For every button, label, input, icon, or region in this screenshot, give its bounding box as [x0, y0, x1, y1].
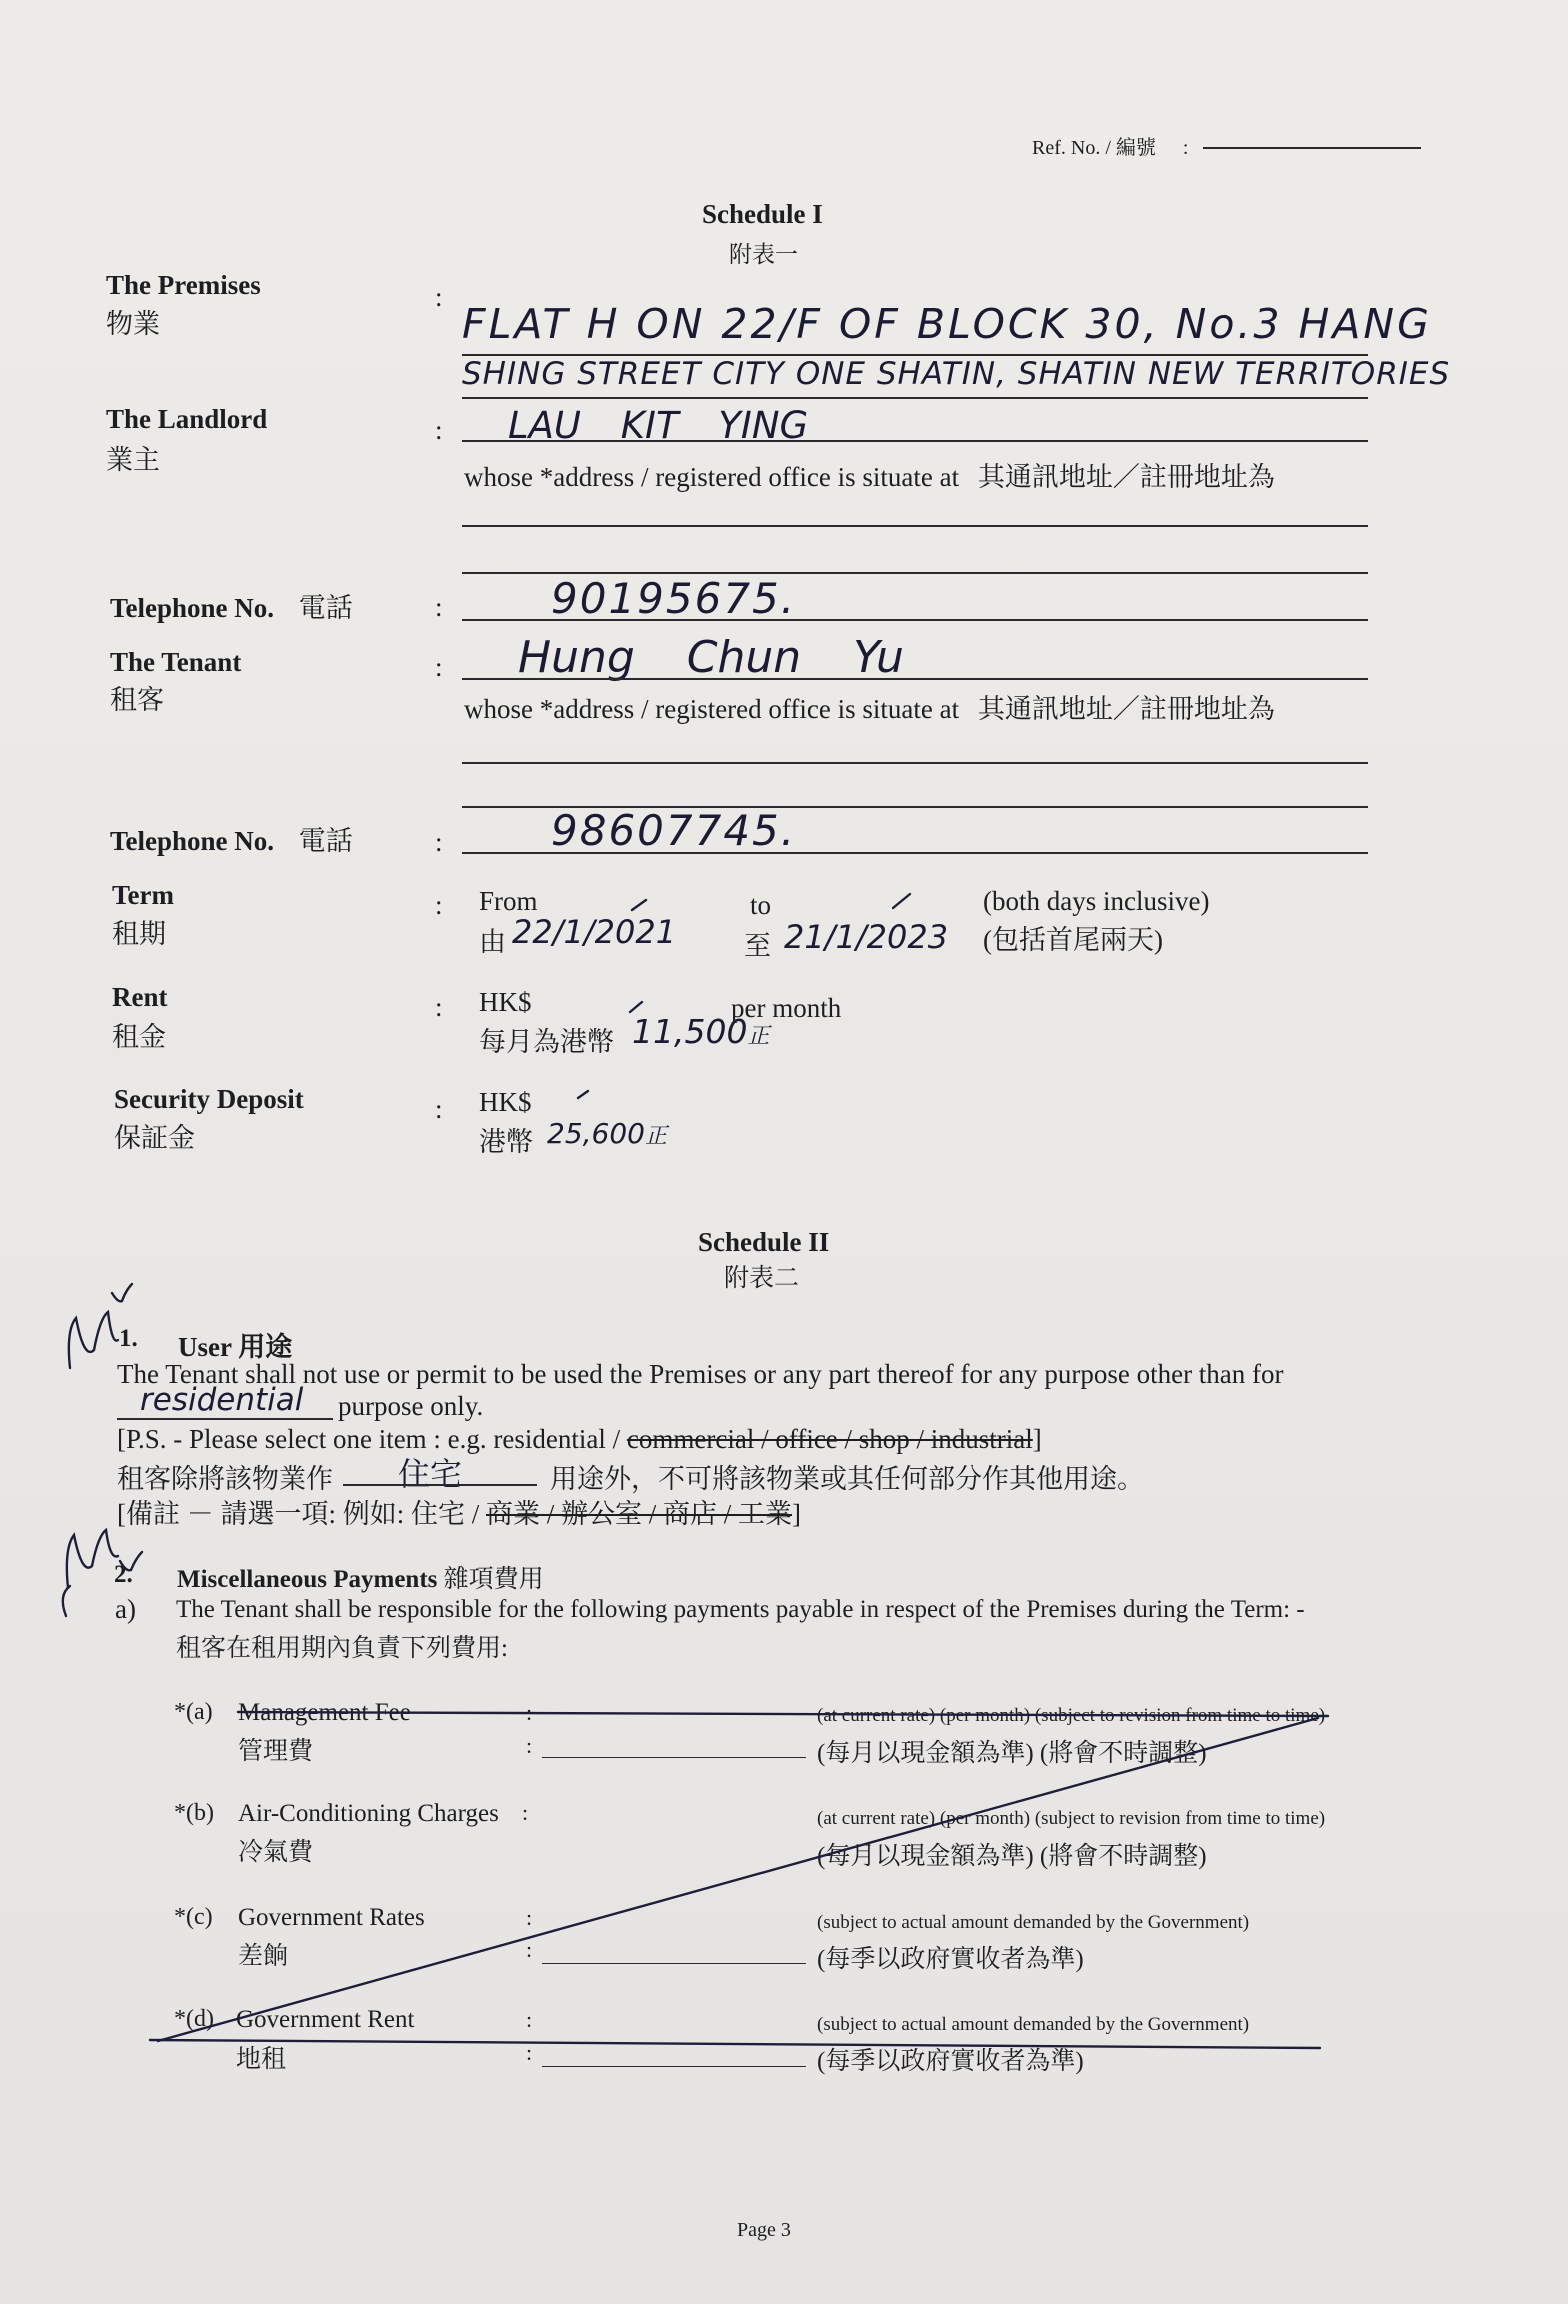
payment-note: (at current rate) (per month) (subject to revision from time to time) [817, 1705, 1326, 1726]
page-number: Page 3 [737, 2219, 791, 2241]
premises-colon: : [435, 282, 443, 312]
deposit-label: Security Deposit [114, 1084, 304, 1114]
premises-label-zh: 物業 [106, 309, 160, 339]
term-note-zh: (包括首尾兩天) [983, 925, 1163, 955]
rent-amount-suffix: 正 [747, 1024, 770, 1049]
payment-mark: *(a) [174, 1699, 213, 1725]
user-purpose-only: purpose only. [338, 1391, 484, 1421]
strike-line-d [150, 2040, 1320, 2048]
tick-mark [630, 1002, 642, 1012]
user-ps-suffix: ] [1032, 1424, 1042, 1454]
payment-mark: *(c) [174, 1904, 213, 1930]
deposit-colon: : [435, 1094, 443, 1124]
payment-colon: : [526, 1937, 533, 1962]
rent-colon: : [435, 992, 443, 1022]
rent-per-month: per month [731, 993, 842, 1023]
term-note: (both days inclusive) [983, 886, 1210, 916]
initial-mark [67, 1530, 118, 1588]
landlord-address-label-en: whose *address / registered office is situate at [464, 462, 960, 492]
tenant-label-zh: 租客 [110, 685, 164, 715]
tick-mark [893, 894, 910, 908]
payment-note-zh: (每季以政府實收者為準) [817, 1946, 1084, 1973]
payment-colon: : [526, 1905, 533, 1930]
payment-label-zh: 地租 [236, 2046, 287, 2073]
initial-mark [63, 1586, 70, 1616]
tenant-name: Hung Chun Yu [518, 632, 904, 683]
term-colon: : [435, 890, 443, 920]
initial-mark [120, 1552, 142, 1570]
payment-label: Management Fee [238, 1699, 411, 1726]
payment-label-zh: 管理費 [238, 1738, 314, 1765]
payment-colon: : [526, 2007, 533, 2032]
user-purpose-filled: residential [140, 1382, 304, 1418]
payment-label: Government Rates [238, 1904, 425, 1931]
tenant-label: The Tenant [110, 647, 242, 677]
user-zh-note-prefix: [備註 － 請選一項: 例如: 住宅 / [117, 1499, 480, 1529]
user-ps-prefix: [P.S. - Please select one item : e.g. residential / [117, 1424, 621, 1454]
payment-note: (subject to actual amount demanded by the Government) [817, 2014, 1250, 2035]
payment-note-zh: (每月以現金額為準) (將會不時調整) [817, 1843, 1207, 1870]
user-heading: User 用途 [178, 1332, 293, 1362]
payment-note: (subject to actual amount demanded by the Government) [817, 1912, 1250, 1933]
term-from: From [479, 886, 538, 916]
user-num: 1. [119, 1325, 138, 1352]
payment-note-zh: (每月以現金額為準) (將會不時調整) [817, 1740, 1207, 1767]
misc-heading-zh: 雜項費用 [443, 1566, 544, 1593]
payment-note-zh: (每季以政府實收者為準) [817, 2048, 1084, 2075]
schedule2-title: Schedule II [698, 1227, 830, 1257]
premises-line2: SHING STREET CITY ONE SHATIN, SHATIN NEW TERRITORIES [462, 356, 1451, 392]
misc-item-a: a) [115, 1594, 136, 1624]
term-label-zh: 租期 [112, 919, 166, 949]
term-to-zh: 至 [744, 931, 771, 961]
misc-sentence: The Tenant shall be responsible for the following payments payable in respect of the Premises during the Term: - [176, 1596, 1305, 1623]
payment-colon: : [526, 1700, 533, 1725]
tenant-tel-colon: : [435, 827, 443, 857]
user-zh-note-struck: 商業 / 辦公室 / 商店 / 工業 [486, 1499, 793, 1529]
landlord-address-label-zh: 其通訊地址／註冊地址為 [977, 462, 1275, 492]
landlord-label-zh: 業主 [106, 445, 160, 475]
deposit-amount-suffix: 正 [644, 1124, 667, 1149]
premises-label: The Premises [106, 270, 261, 300]
initial-mark [112, 1284, 132, 1301]
user-ps-struck: commercial / office / shop / industrial [626, 1424, 1033, 1454]
payment-label: Air-Conditioning Charges [238, 1800, 499, 1827]
tick-mark [632, 900, 646, 910]
payment-colon: : [522, 1800, 529, 1825]
misc-num: 2. [114, 1561, 133, 1588]
tenant-tel: 98607745. [551, 806, 797, 855]
strike-line-a [238, 1712, 1328, 1716]
payment-colon: : [526, 2040, 533, 2065]
user-sentence: The Tenant shall not use or permit to be used the Premises or any part thereof for any purpose other than for [117, 1359, 1284, 1389]
schedule1-title: Schedule I [702, 199, 823, 229]
term-from-zh: 由 [479, 927, 506, 957]
user-zh-note-suffix: ] [792, 1499, 802, 1529]
payment-colon: : [526, 1733, 533, 1758]
tenant-tel-label-zh: 電話 [298, 826, 353, 856]
initial-mark [69, 1312, 118, 1368]
deposit-prefix-zh: 港幣 [479, 1127, 533, 1157]
diagonal-cross-line [158, 1718, 1318, 2041]
schedule1-title-zh: 附表一 [729, 242, 798, 267]
landlord-tel-label-en: Telephone No. [110, 593, 275, 623]
rent-currency: HK$ [479, 987, 532, 1017]
premises-line1: FLAT H ON 22/F OF BLOCK 30, No.3 HANG [462, 300, 1432, 348]
landlord-tel-label-zh: 電話 [298, 593, 353, 623]
payment-label: Government Rent [236, 2006, 415, 2033]
term-from-date: 22/1/2021 [512, 913, 677, 951]
landlord-colon: : [435, 415, 443, 445]
tenant-tel-label-en: Telephone No. [110, 826, 275, 856]
term-label: Term [112, 880, 174, 910]
rent-label-zh: 租金 [112, 1022, 166, 1052]
payment-label-zh: 冷氣費 [238, 1839, 314, 1866]
landlord-tel-colon: : [435, 592, 443, 622]
landlord-label: The Landlord [106, 404, 268, 434]
rent-label: Rent [112, 982, 168, 1012]
tenant-address-label-en: whose *address / registered office is situate at [464, 694, 960, 724]
tenant-colon: : [435, 652, 443, 682]
payment-mark: *(d) [174, 2006, 214, 2032]
deposit-currency: HK$ [479, 1087, 532, 1117]
landlord-tel: 90195675. [551, 574, 797, 623]
ref-no-colon: : [1182, 137, 1189, 159]
deposit-label-zh: 保証金 [114, 1123, 195, 1153]
rent-amount-value: 11,500 [632, 1012, 748, 1051]
tenant-address-label-zh: 其通訊地址／註冊地址為 [977, 694, 1275, 724]
user-zh-filled: 住宅 [398, 1455, 463, 1493]
user-zh-suffix: 用途外，不可將該物業或其任何部分作其他用途。 [550, 1464, 1144, 1494]
misc-heading-en: Miscellaneous Payments [177, 1566, 438, 1593]
user-zh-prefix: 租客除將該物業作 [117, 1464, 333, 1494]
landlord-name: LAU KIT YING [508, 404, 809, 447]
misc-sentence-zh: 租客在租用期內負責下列費用: [176, 1635, 508, 1662]
schedule2-title-zh: 附表二 [724, 1265, 800, 1292]
tick-mark [578, 1091, 588, 1098]
rent-prefix-zh: 每月為港幣 [479, 1027, 614, 1057]
payment-label-zh: 差餉 [238, 1943, 289, 1970]
ref-no-text: Ref. No. / 編號 [1032, 137, 1156, 159]
payment-mark: *(b) [174, 1800, 214, 1826]
term-to-date: 21/1/2023 [784, 918, 949, 956]
payment-note: (at current rate) (per month) (subject to revision from time to time) [817, 1808, 1326, 1829]
term-to: to [750, 890, 772, 920]
deposit-amount-value: 25,600 [547, 1117, 645, 1150]
